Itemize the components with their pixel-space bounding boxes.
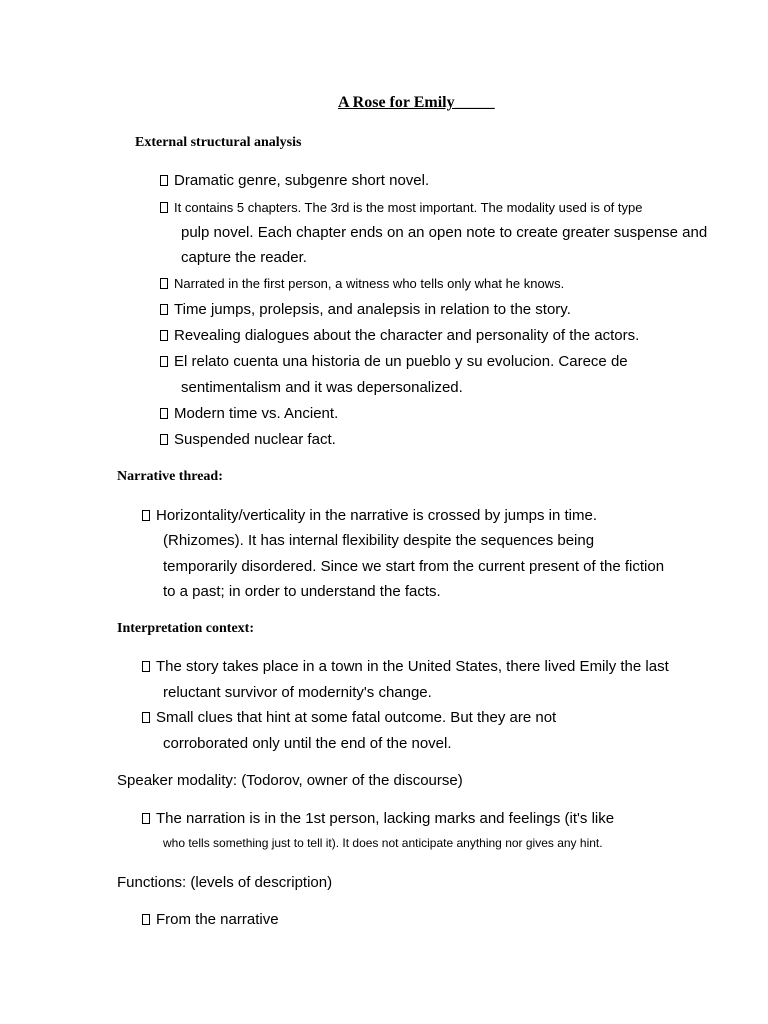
list-item-continuation: temporarily disordered. Since we start from the current present of the fiction (163, 558, 665, 575)
list-item: Narrated in the first person, a witness who tells only what he knows. (160, 276, 564, 291)
list-item-continuation: sentimentalism and it was depersonalized. (181, 379, 463, 396)
bullet-icon (142, 914, 150, 925)
page-title: A Rose for Emily_____ (338, 94, 495, 111)
list-item-continuation: capture the reader. (181, 249, 307, 266)
bullet-icon (142, 661, 150, 672)
section-heading-functions: Functions: (levels of description) (117, 874, 333, 891)
list-item: Revealing dialogues about the character and personality of the actors. (160, 327, 639, 344)
list-item: Small clues that hint at some fatal outcome. But they are not (142, 709, 556, 726)
list-item: The story takes place in a town in the United States, there lived Emily the last (142, 658, 669, 675)
bullet-icon (160, 330, 168, 341)
list-item-continuation: pulp novel. Each chapter ends on an open note to create greater suspense and (181, 224, 708, 241)
bullet-icon (160, 434, 168, 445)
list-item: It contains 5 chapters. The 3rd is the most important. The modality used is of type (160, 200, 642, 215)
list-item: The narration is in the 1st person, lacking marks and feelings (it's like (142, 810, 614, 827)
list-item: Dramatic genre, subgenre short novel. (160, 172, 429, 189)
list-item-continuation: to a past; in order to understand the facts. (163, 583, 441, 600)
list-item: Time jumps, prolepsis, and analepsis in relation to the story. (160, 301, 571, 318)
list-item-continuation: reluctant survivor of modernity's change. (163, 684, 432, 701)
bullet-icon (160, 408, 168, 419)
list-item-continuation: (Rhizomes). It has internal flexibility despite the sequences being (163, 532, 595, 549)
list-item: El relato cuenta una historia de un pueblo y su evolucion. Carece de (160, 353, 628, 370)
section-heading-interpretation-context: Interpretation context: (117, 621, 254, 636)
bullet-icon (160, 356, 168, 367)
bullet-icon (142, 712, 150, 723)
list-item: Modern time vs. Ancient. (160, 405, 338, 422)
section-heading-narrative-thread: Narrative thread: (117, 469, 223, 484)
section-heading-speaker-modality: Speaker modality: (Todorov, owner of the discourse) (117, 772, 463, 789)
list-item: Suspended nuclear fact. (160, 431, 336, 448)
bullet-icon (160, 304, 168, 315)
bullet-icon (142, 813, 150, 824)
bullet-icon (142, 510, 150, 521)
list-item-continuation: who tells something just to tell it). It does not anticipate anything nor gives any hint. (163, 836, 603, 850)
list-item-continuation: corroborated only until the end of the novel. (163, 735, 452, 752)
bullet-icon (160, 175, 168, 186)
bullet-icon (160, 202, 168, 213)
list-item: From the narrative (142, 911, 279, 928)
bullet-icon (160, 278, 168, 289)
section-heading-external: External structural analysis (135, 135, 302, 150)
list-item: Horizontality/verticality in the narrative is crossed by jumps in time. (142, 507, 597, 524)
